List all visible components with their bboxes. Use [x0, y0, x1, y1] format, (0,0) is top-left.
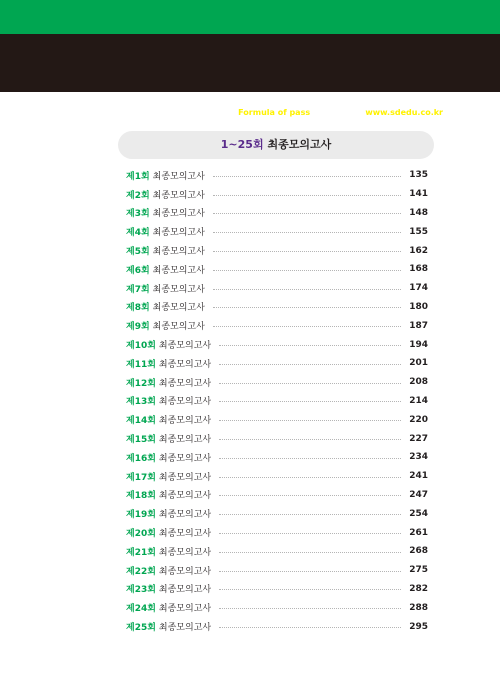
toc-title: 최종모의고사 — [152, 228, 205, 239]
toc-round: 제19회 — [126, 510, 156, 521]
toc-title: 최종모의고사 — [158, 397, 212, 408]
toc-round: 제6회 — [126, 265, 150, 276]
toc-page-number: 208 — [409, 377, 428, 388]
toc-page-number: 254 — [409, 508, 428, 519]
toc-dot-leader — [219, 608, 401, 609]
toc-round: 제1회 — [126, 171, 150, 182]
toc-title: 최종모의고사 — [158, 585, 212, 596]
banner-text — [194, 108, 443, 118]
toc-page-number: 194 — [409, 339, 428, 350]
toc-entry[interactable] — [126, 523, 428, 542]
toc-page-number: 227 — [409, 433, 428, 444]
toc-entry[interactable] — [126, 279, 428, 298]
toc-entry[interactable] — [126, 561, 428, 580]
toc-title: 최종모의고사 — [152, 209, 205, 220]
toc-round: 제25회 — [126, 623, 156, 634]
toc-page-number: 220 — [409, 414, 428, 425]
toc-dot-leader — [219, 401, 401, 402]
toc-entry[interactable] — [126, 410, 428, 429]
table-of-contents — [126, 166, 428, 636]
toc-round: 제7회 — [126, 284, 150, 295]
section-title-text: 최종모의고사 — [267, 138, 332, 151]
toc-entry[interactable] — [126, 260, 428, 279]
toc-page-number: 234 — [409, 452, 428, 463]
toc-page-number: 261 — [409, 527, 428, 538]
toc-title: 최종모의고사 — [158, 341, 212, 352]
banner-publisher: 시대에듀 — [331, 108, 363, 117]
toc-round: 제20회 — [126, 529, 156, 540]
toc-round: 제10회 — [126, 341, 156, 352]
toc-dot-leader — [213, 289, 401, 290]
toc-page-number: 162 — [409, 245, 428, 256]
toc-dot-leader — [219, 383, 401, 384]
toc-round: 제9회 — [126, 322, 150, 333]
toc-entry[interactable] — [126, 467, 428, 486]
toc-entry[interactable] — [126, 580, 428, 599]
toc-dot-leader — [219, 627, 401, 628]
banner-separator: | — [319, 108, 323, 117]
toc-entry[interactable] — [126, 504, 428, 523]
banner-tagline: 합격의 공식 — [194, 108, 236, 117]
toc-dot-leader — [213, 195, 401, 196]
toc-entry[interactable] — [126, 316, 428, 335]
toc-entry[interactable] — [126, 204, 428, 223]
toc-page-number: 295 — [409, 621, 428, 632]
toc-entry[interactable] — [126, 335, 428, 354]
toc-title: 최종모의고사 — [158, 416, 212, 427]
toc-page-number: 168 — [409, 264, 428, 275]
toc-title: 최종모의고사 — [152, 247, 205, 258]
toc-page-number: 148 — [409, 207, 428, 218]
toc-title: 최종모의고사 — [158, 453, 212, 464]
toc-page-number: 282 — [409, 583, 428, 594]
toc-dot-leader — [213, 270, 401, 271]
toc-round: 제2회 — [126, 190, 150, 201]
toc-dot-leader — [219, 458, 401, 459]
toc-dot-leader — [213, 213, 401, 214]
toc-page-number: 187 — [409, 320, 428, 331]
toc-round: 제11회 — [126, 359, 156, 370]
toc-page-number: 135 — [409, 170, 428, 181]
section-range: 1~25회 — [220, 138, 264, 151]
toc-entry[interactable] — [126, 185, 428, 204]
toc-dot-leader — [219, 364, 401, 365]
section-title — [118, 131, 434, 159]
toc-title: 최종모의고사 — [158, 378, 212, 389]
toc-round: 제3회 — [126, 209, 150, 220]
toc-round: 제14회 — [126, 416, 156, 427]
toc-round: 제21회 — [126, 547, 156, 558]
toc-dot-leader — [219, 552, 401, 553]
toc-round: 제17회 — [126, 472, 156, 483]
toc-page-number: 268 — [409, 546, 428, 557]
toc-round: 제22회 — [126, 566, 156, 577]
toc-page-number: 201 — [409, 358, 428, 369]
toc-title: 최종모의고사 — [158, 472, 212, 483]
toc-title: 최종모의고사 — [158, 435, 212, 446]
toc-page-number: 155 — [409, 226, 428, 237]
toc-round: 제4회 — [126, 228, 150, 239]
toc-entry[interactable] — [126, 598, 428, 617]
toc-title: 최종모의고사 — [158, 623, 212, 634]
toc-round: 제18회 — [126, 491, 156, 502]
toc-entry[interactable] — [126, 486, 428, 505]
toc-page-number: 214 — [409, 395, 428, 406]
toc-dot-leader — [219, 571, 401, 572]
toc-page-number: 288 — [409, 602, 428, 613]
toc-title: 최종모의고사 — [158, 547, 212, 558]
toc-round: 제24회 — [126, 604, 156, 615]
toc-title: 최종모의고사 — [152, 303, 205, 314]
toc-round: 제12회 — [126, 378, 156, 389]
toc-entry[interactable] — [126, 222, 428, 241]
toc-dot-leader — [219, 533, 401, 534]
toc-dot-leader — [213, 232, 401, 233]
toc-round: 제23회 — [126, 585, 156, 596]
header-top-bar — [0, 0, 500, 34]
toc-dot-leader — [219, 514, 401, 515]
toc-title: 최종모의고사 — [152, 190, 205, 201]
toc-dot-leader — [213, 307, 401, 308]
toc-page-number: 275 — [409, 565, 428, 576]
toc-dot-leader — [219, 589, 401, 590]
toc-dot-leader — [219, 477, 401, 478]
toc-entry[interactable] — [126, 298, 428, 317]
toc-dot-leader — [219, 495, 401, 496]
toc-title: 최종모의고사 — [158, 359, 212, 370]
toc-title: 최종모의고사 — [158, 510, 212, 521]
toc-entry[interactable] — [126, 392, 428, 411]
toc-round: 제13회 — [126, 397, 156, 408]
toc-title: 최종모의고사 — [158, 566, 212, 577]
toc-dot-leader — [219, 345, 401, 346]
toc-page-number: 247 — [409, 489, 428, 500]
toc-title: 최종모의고사 — [152, 284, 205, 295]
toc-page-number: 174 — [409, 283, 428, 294]
toc-round: 제15회 — [126, 435, 156, 446]
toc-title: 최종모의고사 — [158, 529, 212, 540]
toc-entry[interactable] — [126, 542, 428, 561]
toc-page-number: 180 — [409, 301, 428, 312]
toc-round: 제8회 — [126, 303, 150, 314]
toc-title: 최종모의고사 — [152, 265, 205, 276]
toc-round: 제5회 — [126, 247, 150, 258]
toc-entry[interactable] — [126, 241, 428, 260]
toc-entry[interactable] — [126, 373, 428, 392]
toc-dot-leader — [213, 251, 401, 252]
toc-round: 제16회 — [126, 453, 156, 464]
toc-dot-leader — [213, 326, 401, 327]
header-banner — [0, 34, 500, 117]
banner-url[interactable]: www.sdedu.co.kr — [365, 108, 443, 117]
toc-entry[interactable] — [126, 354, 428, 373]
toc-dot-leader — [213, 176, 401, 177]
toc-title: 최종모의고사 — [152, 322, 205, 333]
toc-entry[interactable] — [126, 429, 428, 448]
toc-title: 최종모의고사 — [158, 604, 212, 615]
toc-title: 최종모의고사 — [158, 491, 212, 502]
banner-brand: Formula of pass — [238, 108, 311, 117]
toc-page-number: 241 — [409, 471, 428, 482]
toc-dot-leader — [219, 420, 401, 421]
toc-dot-leader — [219, 439, 401, 440]
toc-entry[interactable] — [126, 166, 428, 185]
toc-entry[interactable] — [126, 617, 428, 636]
toc-page-number: 141 — [409, 189, 428, 200]
toc-title: 최종모의고사 — [152, 171, 205, 182]
toc-entry[interactable] — [126, 448, 428, 467]
